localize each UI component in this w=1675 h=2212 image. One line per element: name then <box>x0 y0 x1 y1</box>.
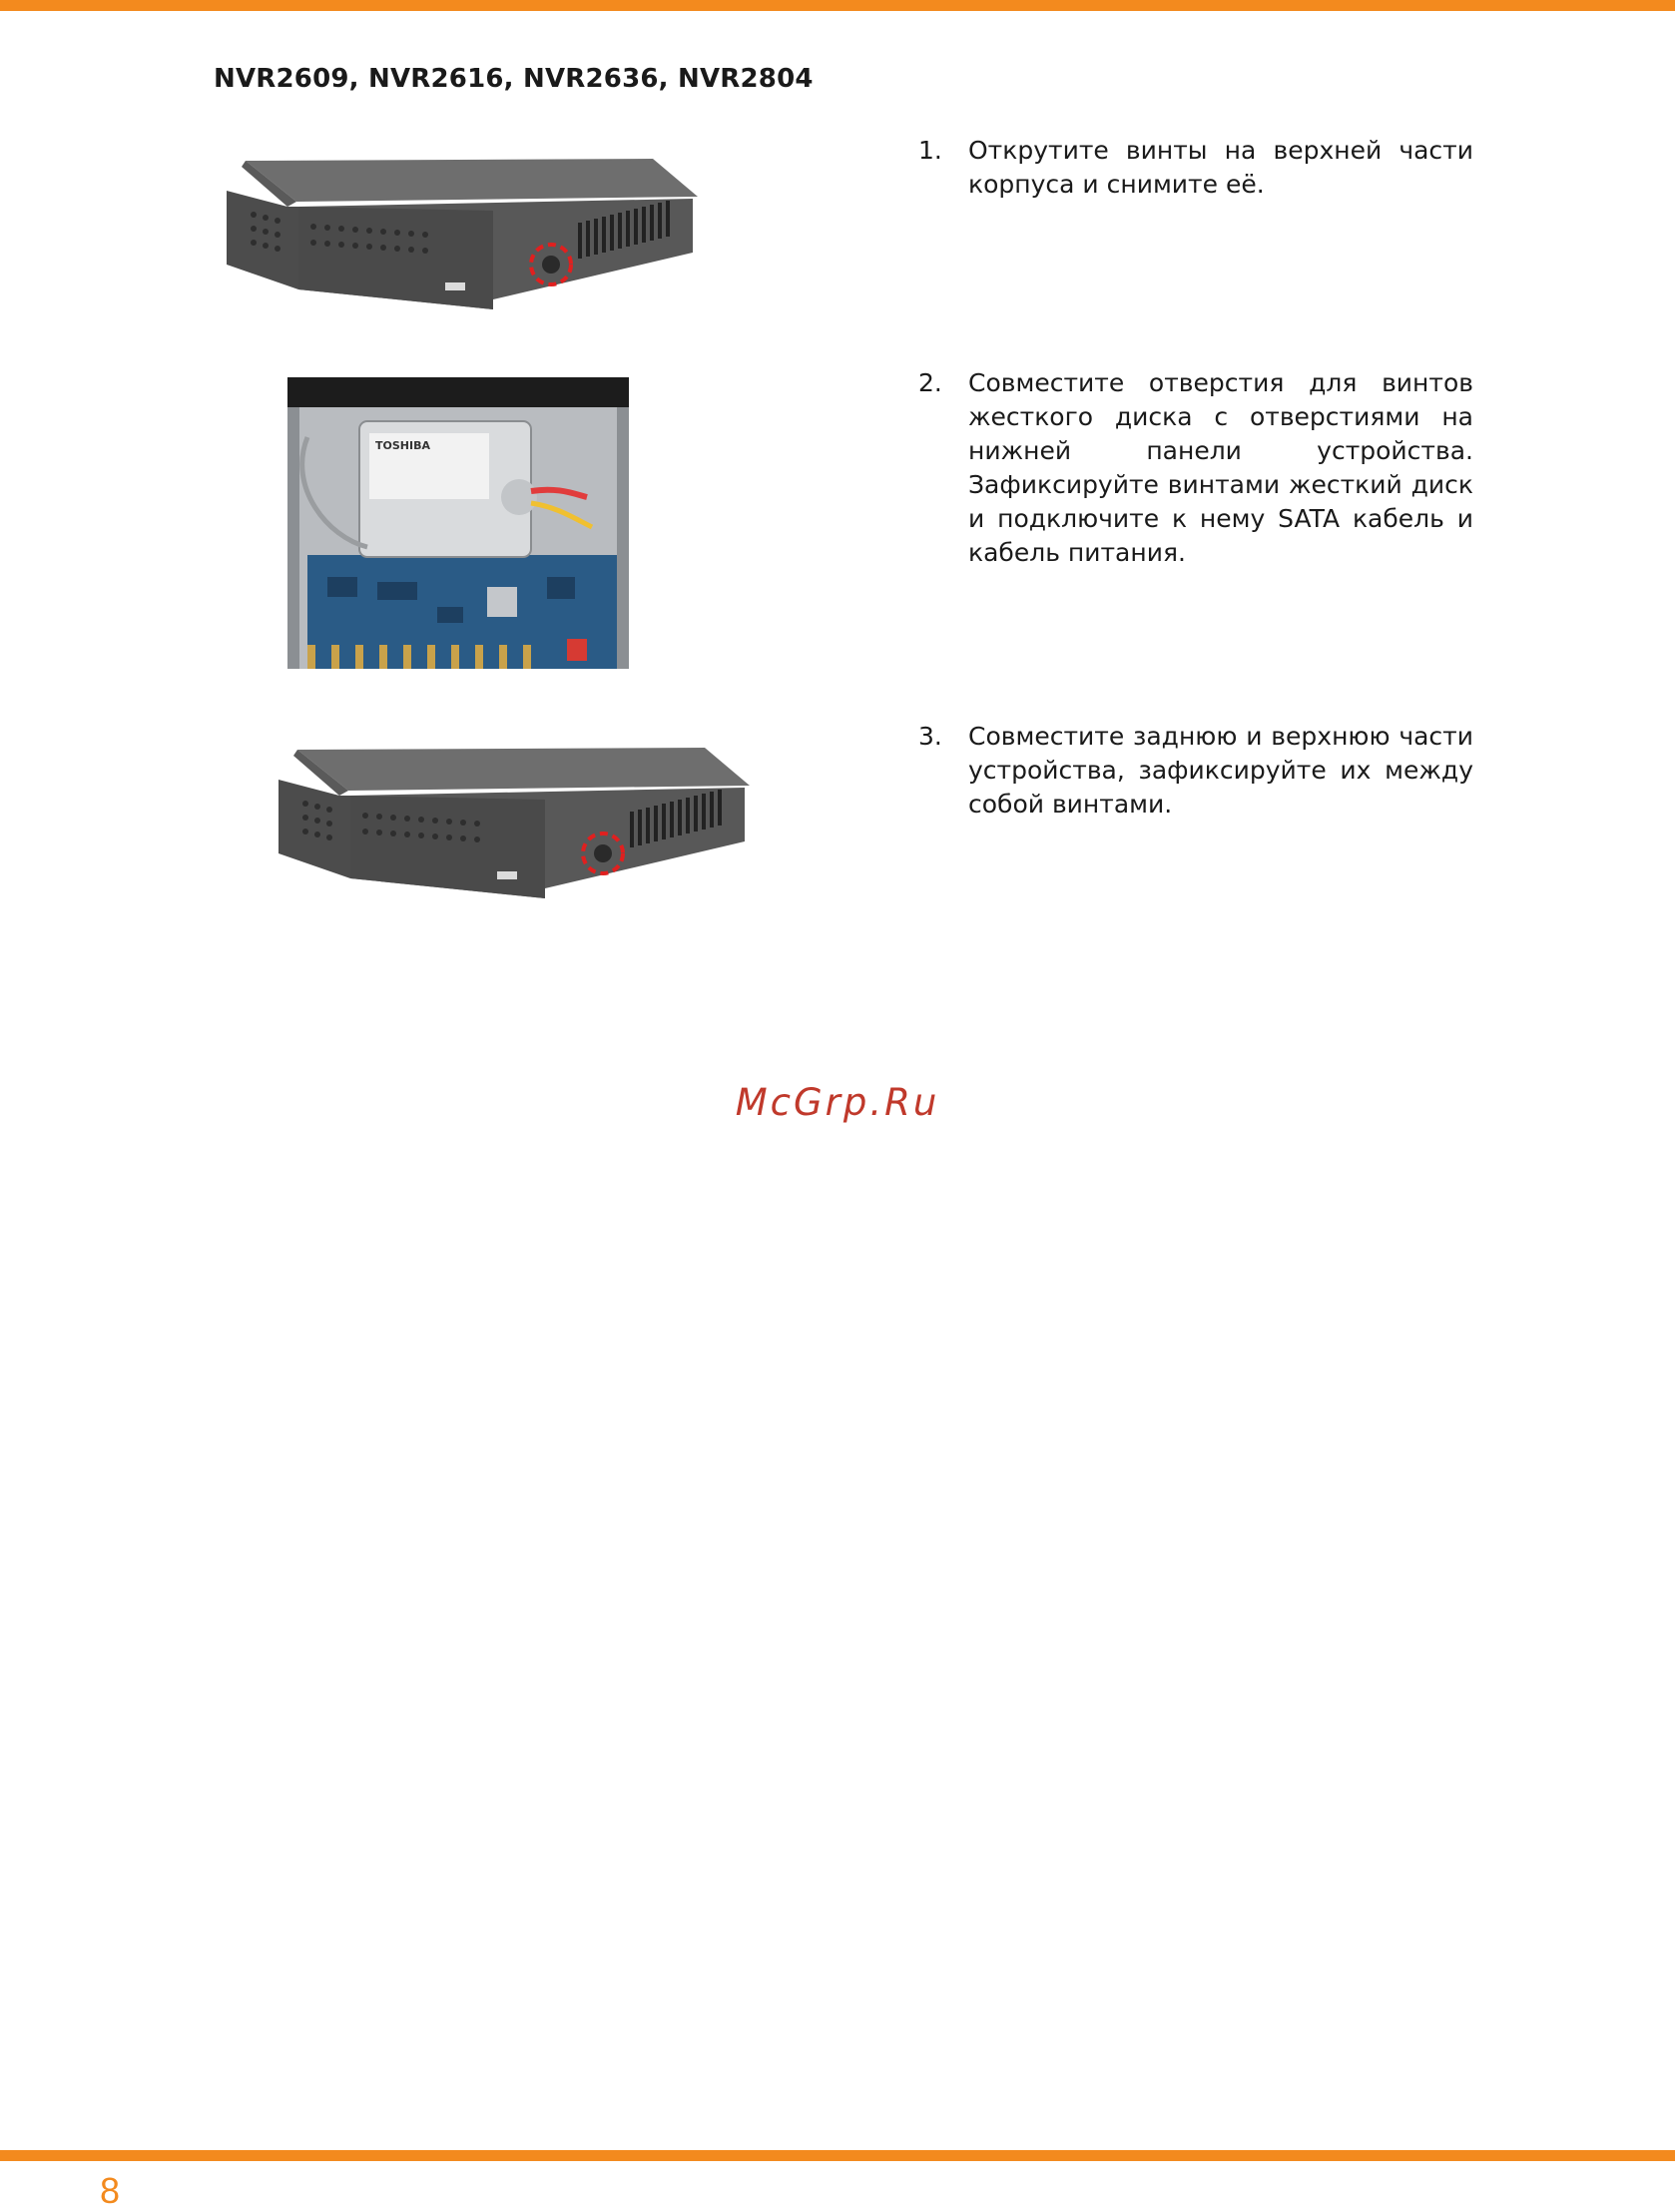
step-number: 1. <box>918 136 942 165</box>
nvr-open-case-hdd-icon <box>287 377 629 669</box>
model-list-heading: NVR2609, NVR2616, NVR2636, NVR2804 <box>214 64 814 94</box>
nvr-closed-case-icon-reassembled <box>276 744 755 903</box>
step-text: Совместите заднюю и верхнюю части устройства, зафиксируйте их между собой винтами. <box>968 722 1473 819</box>
step-text: Совместите отверстия для винтов жесткого диска с отверстиями на нижней панели устройства. Зафиксируйте винтами жесткий диск и подключите к нему SATA кабель и кабель питания. <box>968 368 1473 567</box>
watermark: McGrp.Ru <box>735 1081 940 1124</box>
step-1 <box>918 134 1473 202</box>
page-number: 8 <box>100 2170 121 2211</box>
step-2 <box>918 366 1473 570</box>
bottom-accent-bar <box>0 2150 1675 2161</box>
step-number: 2. <box>918 368 942 397</box>
top-accent-bar <box>0 0 1675 11</box>
step-text: Открутите винты на верхней части корпуса и снимите её. <box>968 136 1473 199</box>
nvr-closed-case-icon <box>224 155 703 314</box>
step-number: 3. <box>918 722 942 751</box>
hdd-brand-label: TOSHIBA <box>375 439 430 452</box>
step-3 <box>918 720 1473 822</box>
